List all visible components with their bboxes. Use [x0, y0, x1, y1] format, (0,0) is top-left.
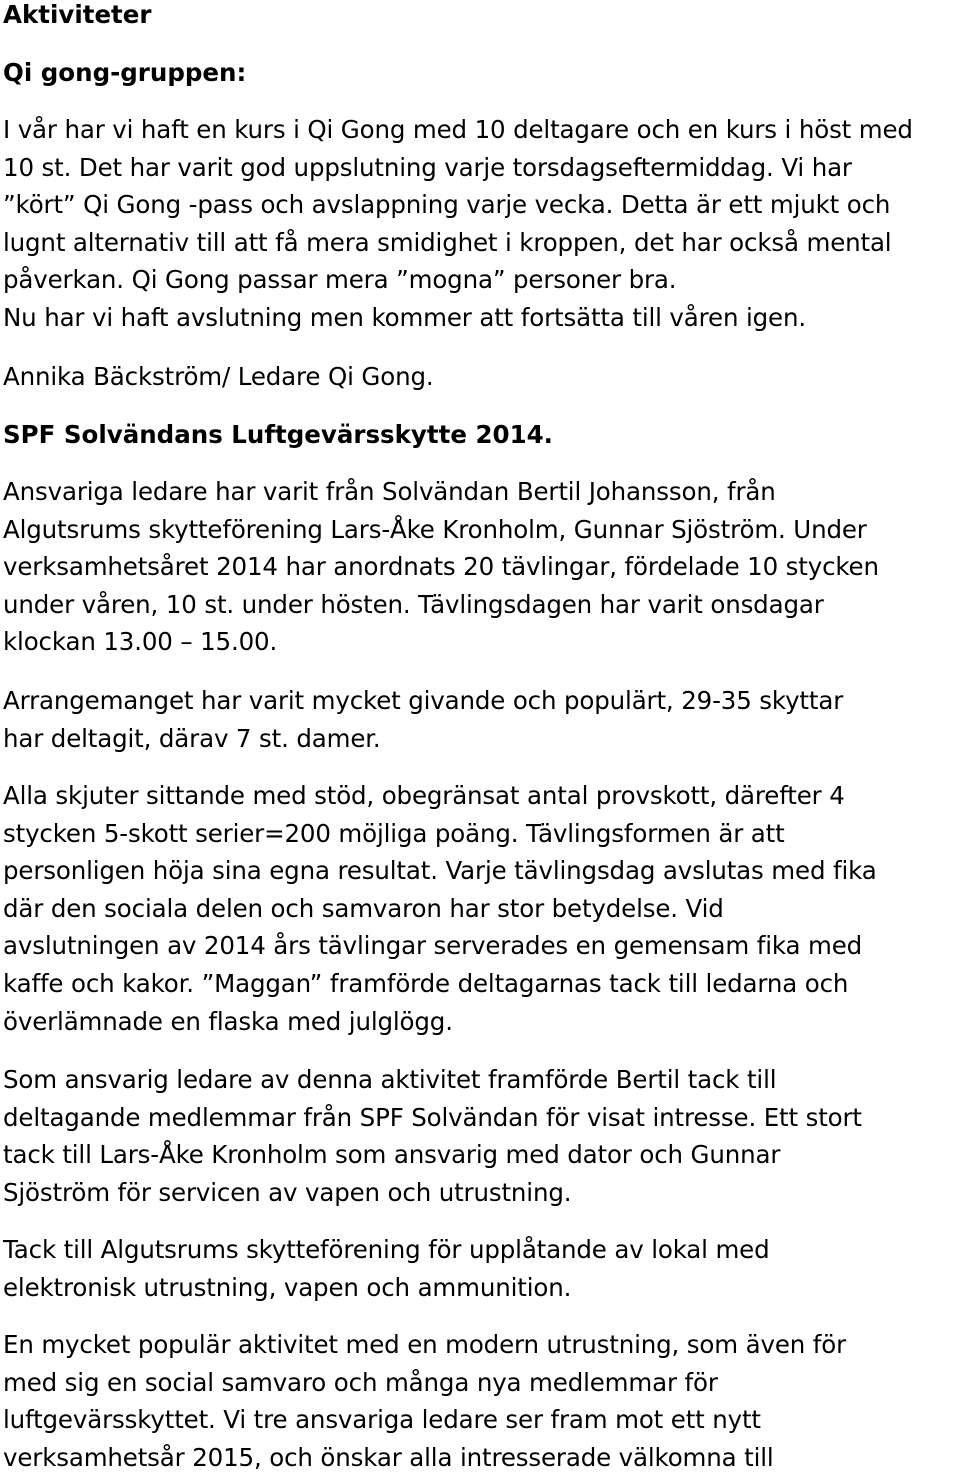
- shooting-paragraph-1: [3, 473, 879, 661]
- text-line: I vår har vi haft en kurs i Qi Gong med 10 deltagare och en kurs i höst med: [3, 115, 913, 144]
- text-line: överlämnade en flaska med julglögg.: [3, 1006, 453, 1036]
- text-line: Som ansvarig ledare av denna aktivitet framförde Bertil tack till: [3, 1065, 777, 1094]
- qigong-signature: Annika Bäckström/ Ledare Qi Gong.: [3, 362, 434, 391]
- text-line: Alla skjuter sittande med stöd, obegränsat antal provskott, därefter 4: [3, 781, 845, 810]
- page-heading: Aktiviteter: [3, 0, 152, 29]
- text-line: ”kört” Qi Gong -pass och avslappning varje vecka. Detta är ett mjukt och: [3, 190, 891, 220]
- text-line: Arrangemanget har varit mycket givande och populärt, 29-35 skyttar: [3, 686, 844, 715]
- text-line: avslutningen av 2014 års tävlingar serverades en gemensam fika med: [3, 931, 863, 961]
- qigong-title: Qi gong-gruppen:: [3, 58, 247, 87]
- shooting-paragraph-3: [3, 777, 877, 1040]
- shooting-paragraph-6: [3, 1326, 846, 1476]
- text-line: verksamhetsåret 2014 har anordnats 20 tävlingar, fördelade 10 stycken: [3, 552, 879, 582]
- text-line: Sjöström för servicen av vapen och utrustning.: [3, 1177, 572, 1207]
- text-line: påverkan. Qi Gong passar mera ”mogna” personer bra.: [3, 265, 677, 295]
- text-line: kaffe och kakor. ”Maggan” framförde deltagarnas tack till ledarna och: [3, 968, 849, 998]
- text-line: Nu har vi haft avslutning men kommer att fortsätta till våren igen.: [3, 302, 806, 332]
- text-line: tack till Lars-Åke Kronholm som ansvarig med dator och Gunnar: [3, 1140, 781, 1170]
- shooting-paragraph-4: [3, 1061, 862, 1211]
- shooting-paragraph-2: [3, 682, 843, 757]
- qigong-paragraph: [3, 111, 913, 337]
- shooting-paragraph-5: [3, 1231, 770, 1306]
- text-line: har deltagit, därav 7 st. damer.: [3, 723, 381, 753]
- text-line: personligen höja sina egna resultat. Varje tävlingsdag avslutas med fika: [3, 856, 877, 886]
- text-line: med sig en social samvaro och många nya medlemmar för: [3, 1367, 718, 1397]
- text-line: elektronisk utrustning, vapen och ammunition.: [3, 1272, 572, 1302]
- text-line: lugnt alternativ till att få mera smidighet i kroppen, det har också mental: [3, 227, 892, 257]
- text-line: under våren, 10 st. under hösten. Tävlingsdagen har varit onsdagar: [3, 589, 824, 619]
- text-line: klockan 13.00 – 15.00.: [3, 627, 278, 657]
- text-line: stycken 5-skott serier=200 möjliga poäng. Tävlingsformen är att: [3, 818, 785, 848]
- text-line: där den sociala delen och samvaron har stor betydelse. Vid: [3, 893, 724, 923]
- text-line: luftgevärsskyttet. Vi tre ansvariga ledare ser fram mot ett nytt: [3, 1405, 761, 1435]
- text-line: Ansvariga ledare har varit från Solvändan Bertil Johansson, från: [3, 477, 776, 506]
- text-line: deltagande medlemmar från SPF Solvändan för visat intresse. Ett stort: [3, 1102, 862, 1132]
- text-line: verksamhetsår 2015, och önskar alla intresserade välkomna till: [3, 1442, 774, 1472]
- text-line: 10 st. Det har varit god uppslutning varje torsdagseftermiddag. Vi har: [3, 152, 852, 182]
- shooting-title: SPF Solvändans Luftgevärsskytte 2014.: [3, 420, 553, 449]
- text-line: En mycket populär aktivitet med en modern utrustning, som även för: [3, 1330, 847, 1359]
- text-line: Tack till Algutsrums skytteförening för upplåtande av lokal med: [3, 1235, 770, 1264]
- text-line: Algutsrums skytteförening Lars-Åke Kronholm, Gunnar Sjöström. Under: [3, 514, 867, 544]
